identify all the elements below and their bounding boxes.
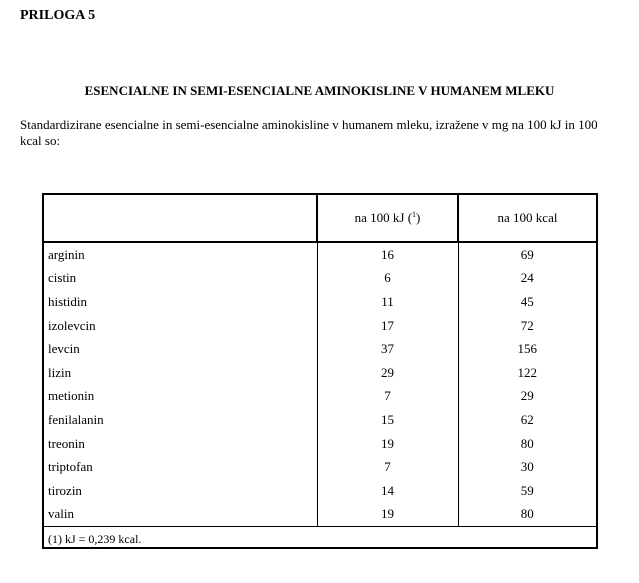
value-per-100-kcal: 122 (517, 364, 537, 380)
amino-acid-name: izolevcin (44, 314, 317, 338)
amino-acid-name: fenilalanin (44, 408, 317, 432)
value-per-100-kj: 19 (317, 432, 458, 456)
table-row (44, 267, 596, 291)
header-per-100-kj (317, 195, 458, 242)
value-per-100-kcal: 72 (520, 317, 534, 333)
value-per-100-kcal: 30 (520, 459, 534, 475)
value-per-100-kcal: 80 (520, 506, 534, 522)
amino-acid-name: cistin (44, 267, 317, 291)
annex-label: PRILOGA 5 (20, 8, 96, 23)
amino-acid-name: tirozin (44, 479, 317, 503)
header-amino-acid (44, 195, 317, 242)
value-per-100-kj: 14 (317, 479, 458, 503)
value-per-100-kcal: 45 (520, 293, 534, 309)
amino-acid-name: lizin (44, 361, 317, 385)
amino-acid-name: treonin (44, 432, 317, 456)
value-per-100-kj: 16 (317, 242, 458, 267)
value-per-100-kj: 15 (317, 408, 458, 432)
amino-acid-table-frame (42, 193, 598, 549)
amino-acid-name: histidin (44, 290, 317, 314)
header-per-100-kj-close: ) (416, 210, 421, 225)
header-per-100-kj-text: na 100 kJ ( (354, 210, 413, 225)
value-per-100-kj: 19 (317, 503, 458, 527)
table-row (44, 479, 596, 503)
table-row (44, 432, 596, 456)
value-per-100-kcal: 24 (520, 270, 534, 286)
table-row (44, 314, 596, 338)
value-per-100-kcal: 29 (520, 388, 534, 404)
intro-paragraph: Standardizirane esencialne in semi-esencialne aminokisline v humanem mleku, izražene v mg na 100 kJ in 100 kcal so: (20, 117, 598, 148)
table-row (44, 408, 596, 432)
value-per-100-kj: 7 (317, 385, 458, 409)
value-per-100-kcal: 69 (520, 246, 534, 262)
table-row (44, 503, 596, 527)
table-row (44, 337, 596, 361)
footnote-marker: 1 (412, 210, 417, 219)
value-per-100-kcal: 59 (520, 482, 534, 498)
value-per-100-kj: 6 (317, 267, 458, 291)
amino-acid-name: valin (44, 503, 317, 527)
document-title: ESENCIALNE IN SEMI-ESENCIALNE AMINOKISLINE V HUMANEM MLEKU (84, 83, 555, 98)
value-per-100-kj: 17 (317, 314, 458, 338)
amino-acid-name: levcin (44, 337, 317, 361)
value-per-100-kj: 7 (317, 455, 458, 479)
table-row (44, 242, 596, 267)
footnote-row (44, 527, 596, 552)
table-row (44, 385, 596, 409)
value-per-100-kj: 11 (317, 290, 458, 314)
table-row (44, 455, 596, 479)
value-per-100-kj: 37 (317, 337, 458, 361)
amino-acid-name: triptofan (44, 455, 317, 479)
value-per-100-kj: 29 (317, 361, 458, 385)
value-per-100-kcal: 156 (517, 341, 537, 357)
footnote: (1) kJ = 0,239 kcal. (44, 527, 596, 552)
value-per-100-kcal: 62 (520, 411, 534, 427)
table-header-row (44, 195, 596, 242)
value-per-100-kcal: 80 (520, 435, 534, 451)
amino-acid-table (44, 195, 596, 551)
amino-acid-name: metionin (44, 385, 317, 409)
table-row (44, 361, 596, 385)
header-per-100-kcal: na 100 kcal (458, 195, 596, 242)
amino-acid-name: arginin (44, 242, 317, 267)
table-row (44, 290, 596, 314)
